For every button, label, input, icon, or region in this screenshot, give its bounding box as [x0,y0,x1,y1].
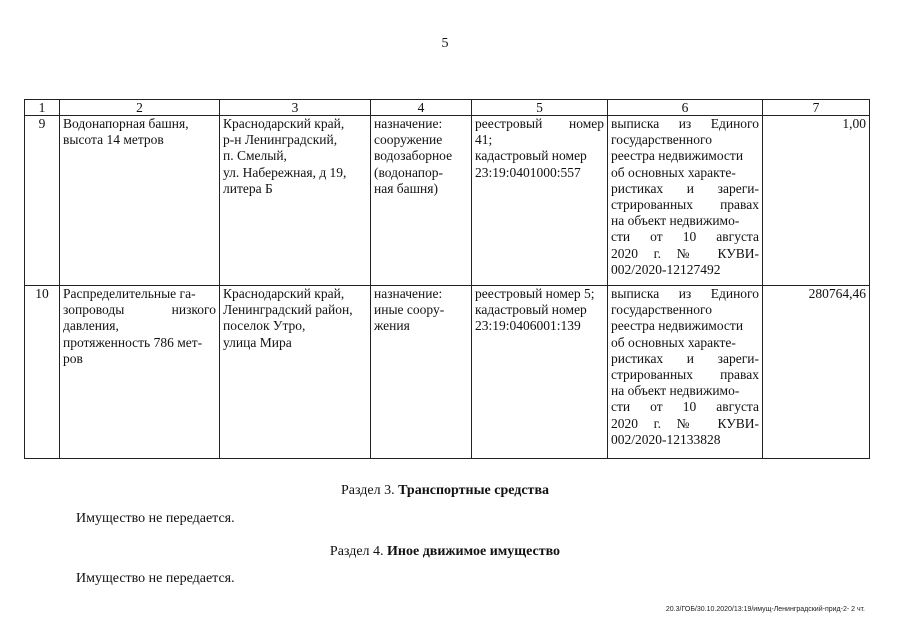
row-number: 10 [25,286,60,459]
address-cell [220,286,371,459]
cell-line: ул. Набережная, д 19, [223,164,347,180]
cell-line: об основных характе- [611,334,736,350]
section-4-prefix: Раздел 4. [329,544,388,559]
cell-line: зопроводы низкого [63,302,216,318]
cell-line: назначение: [374,116,443,131]
section-3-heading [0,483,890,499]
column-header: 2 [60,100,220,116]
cell-line: ров [63,350,83,366]
purpose-cell [371,286,472,459]
cell-line: Распределительные га- [63,286,196,301]
table-row [25,286,870,459]
cell-line: выписка из Единого [611,286,759,301]
cell-line: 002/2020-12133828 [611,431,721,447]
section-3-text: Имущество не передается. [76,511,235,526]
cell-line: поселок Утро, [223,318,306,334]
cell-line: реестра недвижимости [611,148,744,164]
cell-line: Краснодарский край, [223,116,345,131]
object-name-cell [60,116,220,286]
value-cell: 280764,46 [763,286,870,459]
cell-line: выписка из Единого [611,116,759,131]
cell-line: 23:19:0406001:139 [475,318,581,334]
cell-line: р-н Ленинградский, [223,132,338,148]
cell-line: 2020 г. № КУВИ- [611,245,759,261]
document-cell [608,116,763,286]
cell-line: стрированных правах [611,367,759,383]
cell-line: реестровый номер 5; [475,286,595,301]
cell-line: реестровый номер [475,116,604,131]
column-header: 5 [472,100,608,116]
section-3-title: Транспортные средства [398,483,549,498]
column-header: 3 [220,100,371,116]
column-header: 4 [371,100,472,116]
cell-line: реестра недвижимости [611,318,744,334]
purpose-cell [371,116,472,286]
cell-line: 41; [475,132,493,148]
object-name-cell [60,286,220,459]
cell-line: 23:19:0401000:557 [475,164,581,180]
cell-line: сооружение [374,132,443,148]
register-cell [472,286,608,459]
section-4-title: Иное движимое имущество [387,544,561,559]
row-number: 9 [25,116,60,286]
cell-line: государственного [611,132,712,148]
column-header: 7 [763,100,870,116]
cell-line: Ленинградский район, [223,302,353,318]
cell-line: 002/2020-12127492 [611,261,721,277]
cell-line: литера Б [223,180,273,196]
cell-line: на объект недвижимо- [611,383,740,399]
table-row [25,116,870,286]
cell-line: высота 14 метров [63,132,164,148]
cell-line: протяженность 786 мет- [63,334,203,350]
cell-line: об основных характе- [611,164,736,180]
cell-line: назначение: [374,286,443,301]
cell-line: улица Мира [223,334,292,350]
cell-line: иные соору- [374,302,445,318]
section-4-heading [0,544,890,560]
column-header: 6 [608,100,763,116]
cell-line: государственного [611,302,712,318]
register-cell [472,116,608,286]
section-4-text: Имущество не передается. [76,571,235,586]
property-table [24,99,870,459]
cell-line: ристиках и зареги- [611,180,759,196]
cell-line: сти от 10 августа [611,399,759,415]
cell-line: (водонапор- [374,164,444,180]
cell-line: 2020 г. № КУВИ- [611,415,759,431]
cell-line: стрированных правах [611,197,759,213]
cell-line: п. Смелый, [223,148,287,164]
footer-reference: 20.3/ГОБ/30.10.2020/13:19/имущ-Ленинградский-прид-2- 2 чт. [665,606,865,613]
cell-line: кадастровый номер [475,302,587,318]
cell-line: на объект недвижимо- [611,213,740,229]
cell-line: сти от 10 августа [611,229,759,245]
table-header-row [25,100,870,116]
cell-line: водозаборное [374,148,453,164]
page-number: 5 [441,36,449,51]
cell-line: ристиках и зареги- [611,350,759,366]
cell-line: кадастровый номер [475,148,587,164]
section-3-prefix: Раздел 3. [341,483,399,498]
cell-line: Краснодарский край, [223,286,345,301]
cell-line: Водонапорная башня, [63,116,189,131]
value-cell: 1,00 [763,116,870,286]
cell-line: жения [374,318,410,334]
column-header: 1 [25,100,60,116]
document-cell [608,286,763,459]
cell-line: ная башня) [374,180,438,196]
cell-line: давления, [63,318,119,334]
address-cell [220,116,371,286]
